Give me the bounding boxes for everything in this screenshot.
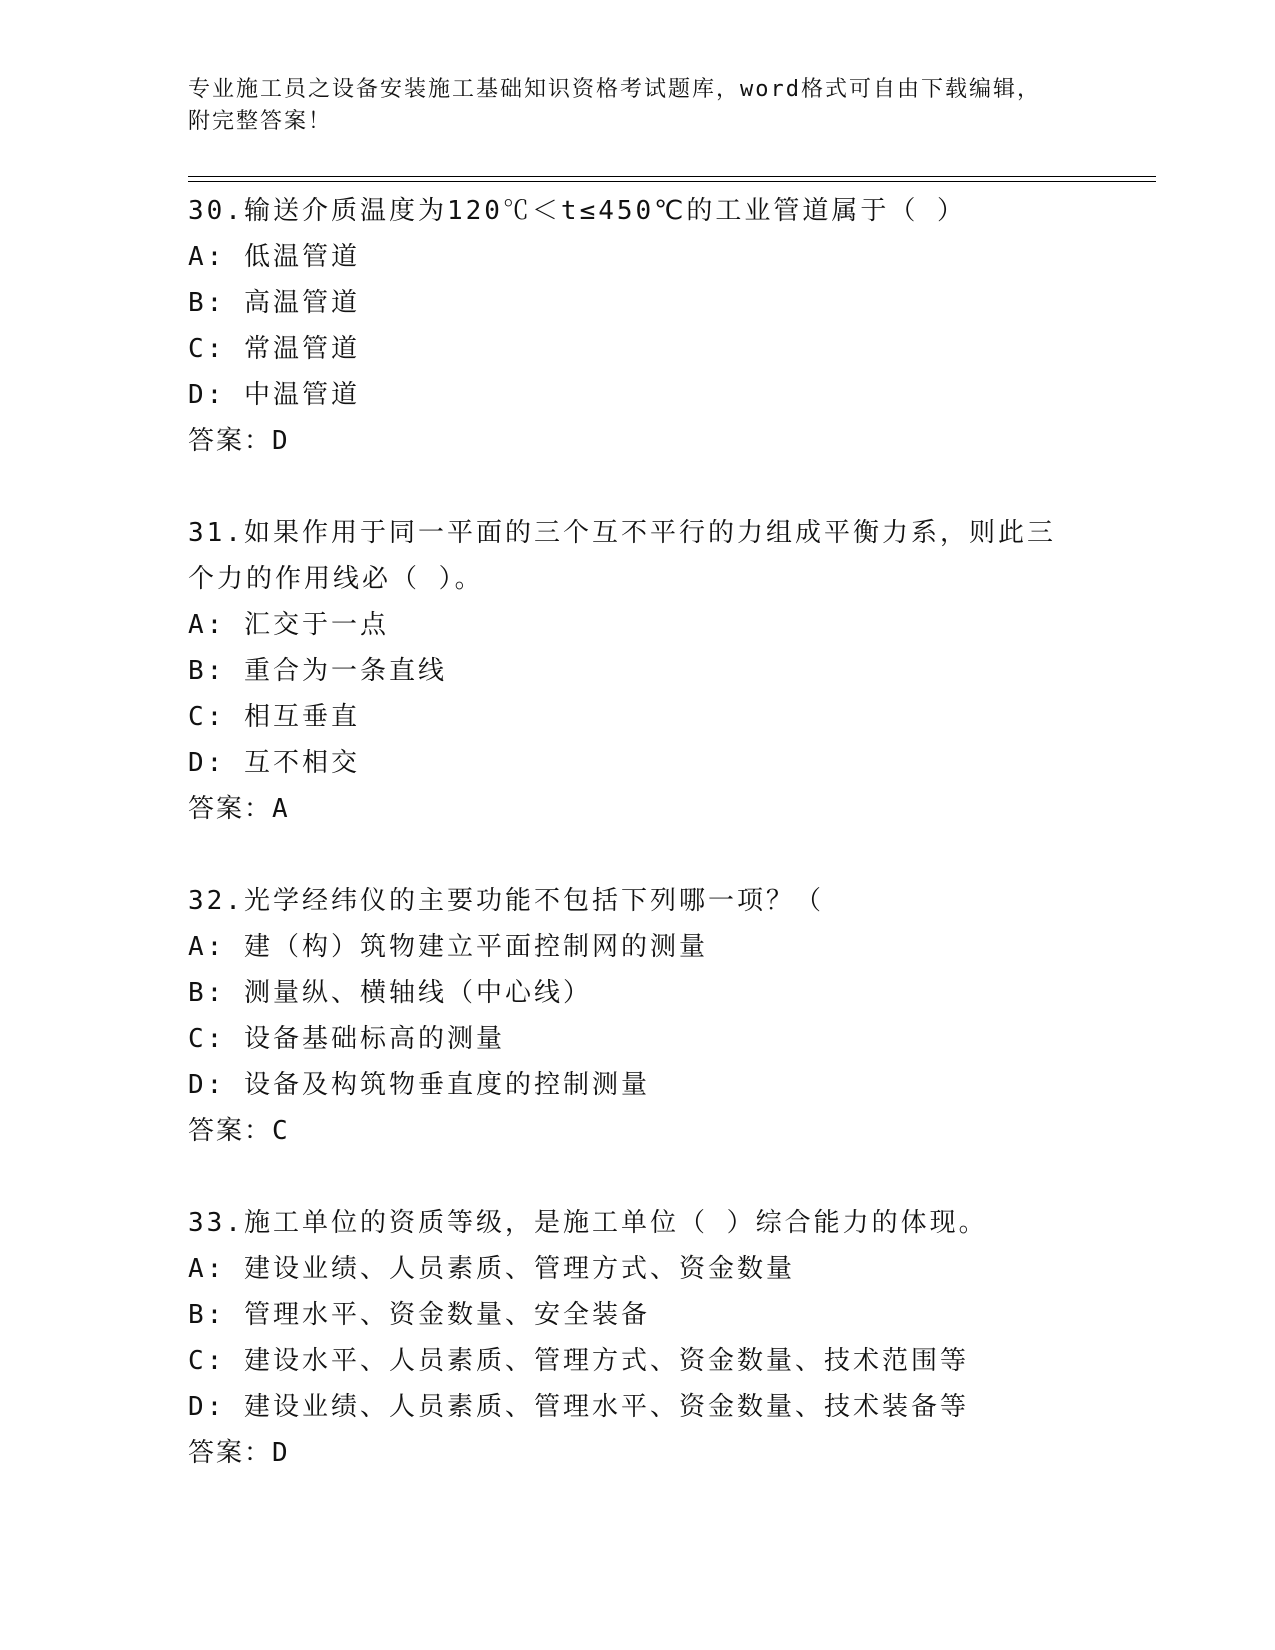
option-c: C: 相互垂直 — [188, 702, 360, 732]
question-32 — [188, 878, 1118, 1154]
question-text: 32.光学经纬仪的主要功能不包括下列哪一项？（ — [188, 886, 824, 916]
header-divider-top — [188, 176, 1156, 177]
answer-line — [188, 1108, 1118, 1154]
question-spacer — [188, 1154, 1118, 1200]
answer-value: C — [272, 1116, 291, 1146]
answer-line — [188, 418, 1118, 464]
option-d: D: 建设业绩、人员素质、管理水平、资金数量、技术装备等 — [188, 1392, 969, 1422]
option-a: A: 建设业绩、人员素质、管理方式、资金数量 — [188, 1254, 795, 1284]
question-list — [188, 188, 1118, 1476]
header-line-2: 附完整答案！ — [188, 109, 333, 134]
question-spacer — [188, 464, 1118, 510]
answer-line — [188, 1430, 1118, 1476]
answer-label: 答案： — [188, 1116, 273, 1146]
header-divider-bottom — [188, 181, 1156, 182]
question-text: 31.如果作用于同一平面的三个互不平行的力组成平衡力系，则此三个力的作用线必（ ）。 — [188, 518, 1056, 594]
question-text: 30.输送介质温度为120℃＜t≤450℃的工业管道属于（ ） — [188, 196, 967, 226]
option-d: D: 设备及构筑物垂直度的控制测量 — [188, 1070, 650, 1100]
option-a: A: 建（构）筑物建立平面控制网的测量 — [188, 932, 708, 962]
option-b: B: 管理水平、资金数量、安全装备 — [188, 1300, 650, 1330]
answer-label: 答案： — [188, 794, 273, 824]
document-header — [188, 74, 1088, 138]
option-a: A: 低温管道 — [188, 242, 360, 272]
question-31 — [188, 510, 1118, 832]
answer-value: A — [272, 794, 291, 824]
question-30 — [188, 188, 1118, 464]
option-a: A: 汇交于一点 — [188, 610, 389, 640]
question-text: 33.施工单位的资质等级，是施工单位（ ）综合能力的体现。 — [188, 1208, 988, 1238]
answer-value: D — [272, 1438, 291, 1468]
option-b: B: 重合为一条直线 — [188, 656, 447, 686]
answer-line — [188, 786, 1118, 832]
option-d: D: 中温管道 — [188, 380, 360, 410]
option-c: C: 常温管道 — [188, 334, 360, 364]
answer-label: 答案： — [188, 1438, 273, 1468]
answer-label: 答案： — [188, 426, 273, 456]
header-line-1: 专业施工员之设备安装施工基础知识资格考试题库，word格式可自由下载编辑， — [188, 77, 1041, 102]
option-b: B: 测量纵、横轴线（中心线） — [188, 978, 592, 1008]
option-c: C: 设备基础标高的测量 — [188, 1024, 505, 1054]
option-d: D: 互不相交 — [188, 748, 360, 778]
answer-value: D — [272, 426, 291, 456]
question-33 — [188, 1200, 1118, 1476]
option-b: B: 高温管道 — [188, 288, 360, 318]
question-spacer — [188, 832, 1118, 878]
option-c: C: 建设水平、人员素质、管理方式、资金数量、技术范围等 — [188, 1346, 969, 1376]
